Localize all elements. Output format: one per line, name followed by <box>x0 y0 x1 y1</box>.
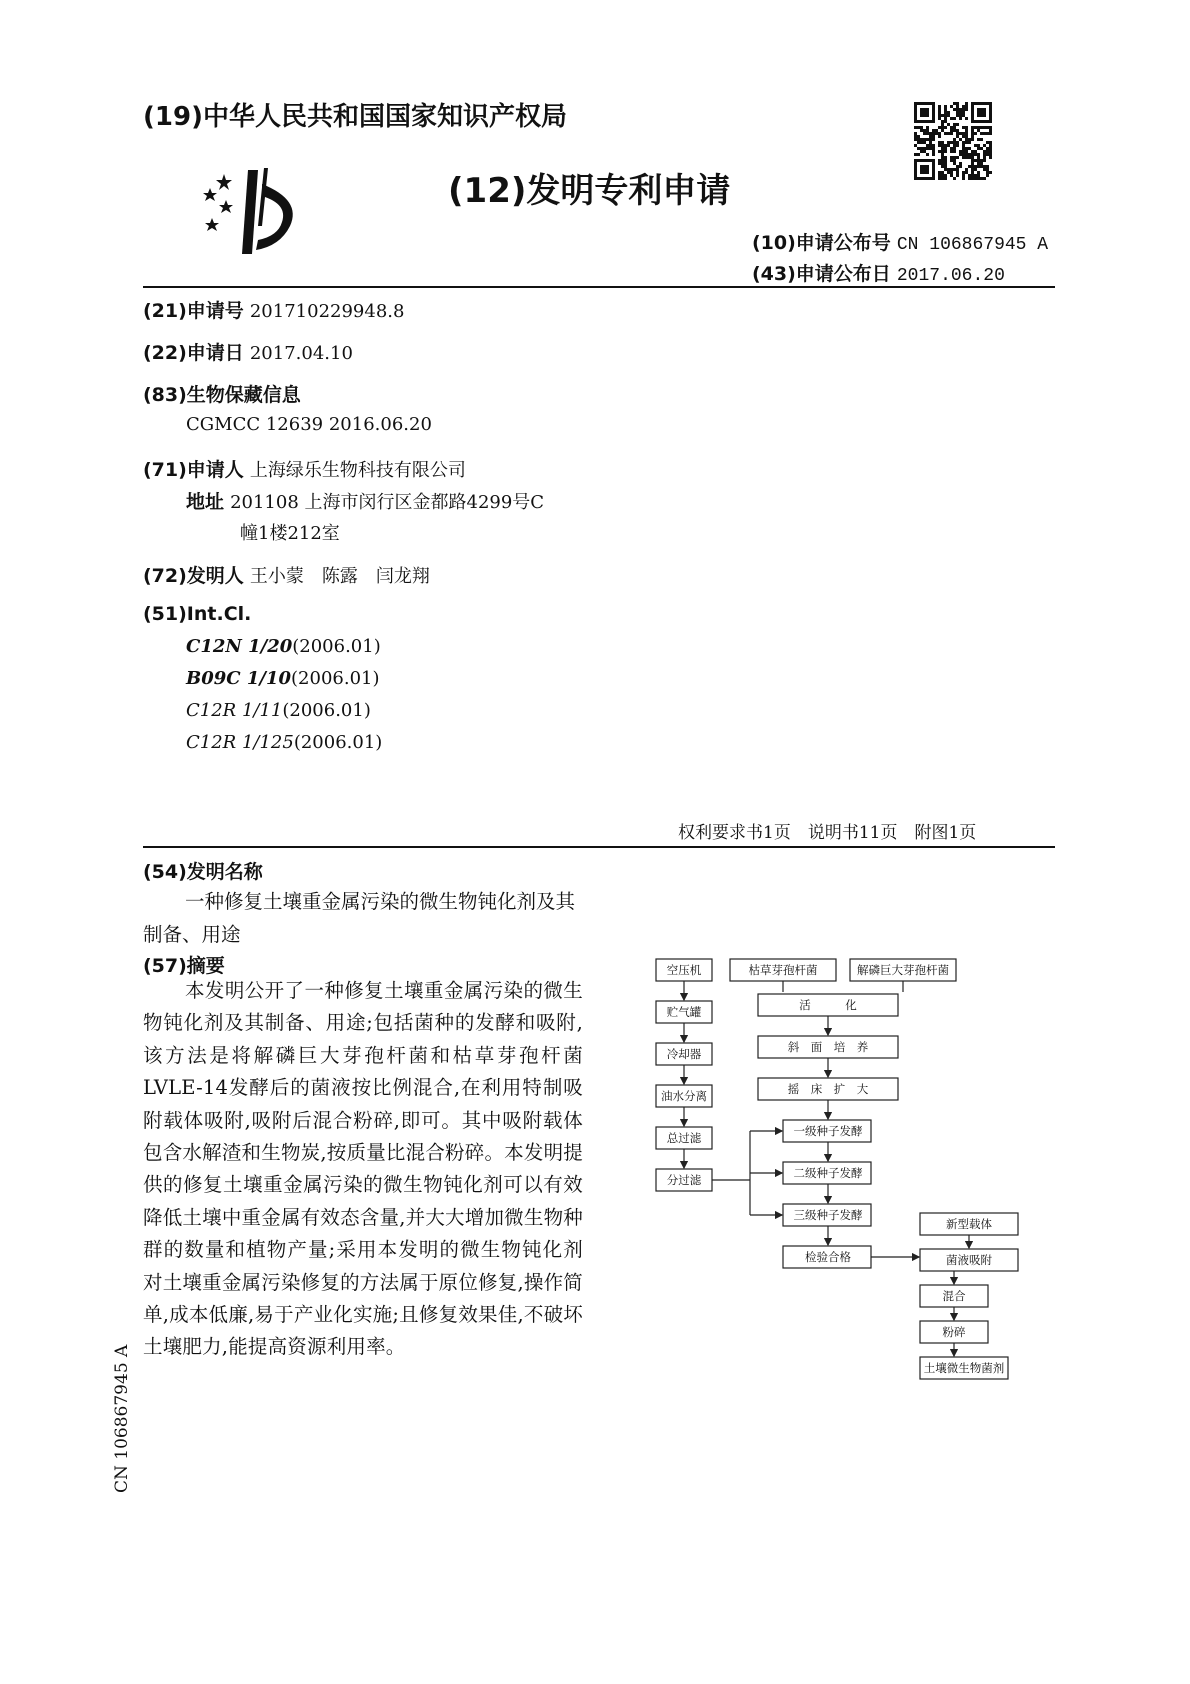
patent-office-emblem-icon <box>196 166 312 258</box>
ipc-code: C12R 1/125 <box>186 732 294 753</box>
ipc-code: C12R 1/11 <box>186 700 283 721</box>
ipc-entry <box>186 700 371 721</box>
flow-label: 摇 床 扩 大 <box>787 1082 869 1096</box>
address-line-1: 201108 上海市闵行区金都路4299号C <box>230 492 545 513</box>
inventors-value: 王小蒙 陈露 闫龙翔 <box>249 566 430 587</box>
ipc-entry <box>186 668 380 689</box>
flow-label: 三级种子发酵 <box>793 1208 863 1222</box>
ipc-entry <box>186 636 381 657</box>
flow-label: 分过滤 <box>666 1173 702 1187</box>
publication-number-label: (10)申请公布号 <box>752 232 891 254</box>
flow-label: 土壤微生物菌剂 <box>923 1361 1005 1375</box>
flow-label: 冷却器 <box>666 1047 702 1061</box>
filing-date-value: 2017.04.10 <box>249 343 353 364</box>
ipc-code: C12N 1/20 <box>186 636 293 657</box>
process-flowchart <box>654 955 1054 1385</box>
publication-date <box>752 259 1005 286</box>
flow-label: 检验合格 <box>805 1250 851 1264</box>
flow-label: 菌液吸附 <box>946 1253 992 1267</box>
inventors <box>143 561 430 588</box>
flow-label: 混合 <box>942 1289 966 1303</box>
publication-date-value: 2017.06.20 <box>896 266 1005 286</box>
filing-date-label: (22)申请日 <box>143 342 244 364</box>
flow-label: 空压机 <box>666 963 702 977</box>
flow-label: 新型载体 <box>946 1217 992 1231</box>
qr-code-icon <box>914 102 992 180</box>
address-label: 地址 <box>186 491 225 513</box>
deposit-info-text: CGMCC 12639 2016.06.20 <box>186 414 432 435</box>
address-continued <box>240 519 340 545</box>
flow-label: 总过滤 <box>666 1131 702 1145</box>
intcl-label <box>143 603 251 625</box>
ipc-entry <box>186 732 382 753</box>
flow-label: 油水分离 <box>661 1089 707 1103</box>
deposit-info-value <box>186 413 432 435</box>
application-number-label: (21)申请号 <box>143 300 244 322</box>
ipc-year: (2006.01) <box>291 668 380 689</box>
applicant-label: (71)申请人 <box>143 459 244 481</box>
flow-label: 活 化 <box>799 998 857 1012</box>
address <box>186 487 544 514</box>
application-number <box>143 296 404 323</box>
publication-date-label: (43)申请公布日 <box>752 263 891 285</box>
ipc-year: (2006.01) <box>282 700 371 721</box>
invention-title-heading: (54)发明名称 <box>143 861 263 883</box>
flow-label: 二级种子发酵 <box>793 1166 863 1180</box>
abstract-label <box>143 951 225 978</box>
document-kind-title: (12)发明专利申请 <box>448 171 731 211</box>
filing-date <box>143 338 353 365</box>
flow-label: 一级种子发酵 <box>793 1124 863 1138</box>
intcl-heading: (51)Int.Cl. <box>143 603 252 625</box>
address-line-2: 幢1楼212室 <box>240 523 340 544</box>
deposit-info-heading: (83)生物保藏信息 <box>143 384 301 406</box>
ipc-year: (2006.01) <box>293 732 383 753</box>
flow-label: 枯草芽孢杆菌 <box>748 963 818 977</box>
issuing-office: (19)中华人民共和国国家知识产权局 <box>143 102 567 132</box>
flow-label: 解磷巨大芽孢杆菌 <box>857 963 949 977</box>
application-number-value: 201710229948.8 <box>249 301 405 322</box>
applicant <box>143 455 466 482</box>
invention-title: 一种修复土壤重金属污染的微生物钝化剂及其制备、用途 <box>143 890 576 946</box>
invention-title-label <box>143 857 263 884</box>
publication-number <box>752 228 1048 255</box>
inventors-label: (72)发明人 <box>143 565 244 587</box>
ipc-year: (2006.01) <box>292 636 381 657</box>
abstract-heading: (57)摘要 <box>143 955 225 977</box>
deposit-info-label <box>143 380 301 407</box>
flow-label: 斜 面 培 养 <box>787 1040 869 1054</box>
side-publication-code: CN 106867945 A <box>112 1344 132 1493</box>
applicant-value: 上海绿乐生物科技有限公司 <box>249 460 466 481</box>
header-divider <box>143 286 1055 288</box>
flow-label: 贮气罐 <box>666 1005 702 1019</box>
flow-label: 粉碎 <box>942 1325 966 1339</box>
ipc-code: B09C 1/10 <box>186 668 292 689</box>
page-count-info: 权利要求书1页 说明书11页 附图1页 <box>678 823 977 843</box>
publication-number-value: CN 106867945 A <box>896 235 1049 255</box>
section-divider <box>143 846 1055 848</box>
abstract-body: 本发明公开了一种修复土壤重金属污染的微生物钝化剂及其制备、用途;包括菌种的发酵和吸附,该方法是将解磷巨大芽孢杆菌和枯草芽孢杆菌LVLE-14发酵后的菌液按比例混合,在利用特制吸附载体吸附,吸附后混合粉碎,即可。其中吸附载体包含水解渣和生物炭,按质量比混合粉碎。本发明提供的修复土壤重金属污染的微生物钝化剂可以有效降低土壤中重金属有效态含量,并大大增加微生物种群的数量和植物产量;采用本发明的微生物钝化剂对土壤重金属污染修复的方法属于原位修复,操作简单,成本低廉,易于产业化实施;且修复效果佳,不破坏土壤肥力,能提高资源利用率。 <box>143 979 583 1359</box>
